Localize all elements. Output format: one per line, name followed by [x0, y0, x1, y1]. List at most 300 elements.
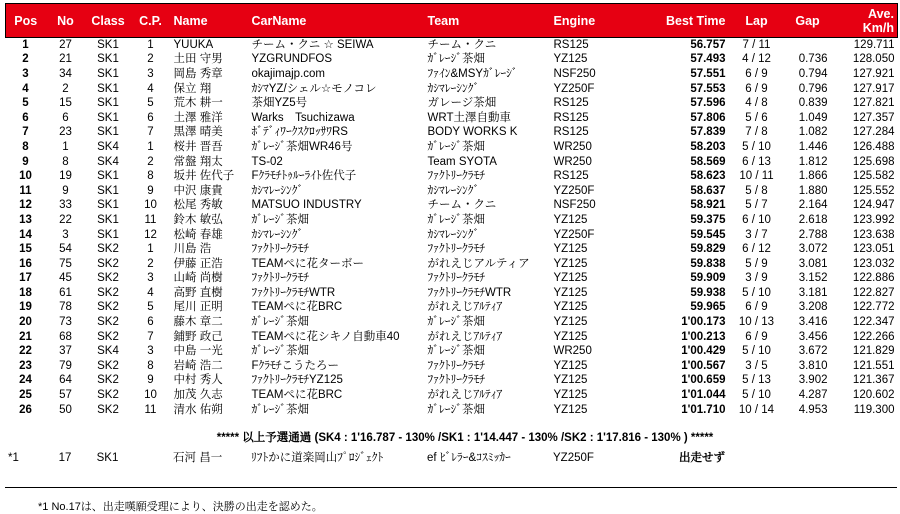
cell-team: ｶｼﾏﾚｰｼﾝｸﾞ	[427, 228, 480, 241]
cell-ave: 128.050	[852, 53, 895, 66]
table-row	[6, 169, 898, 184]
table-row	[6, 373, 898, 388]
cell-name: 土澤 雅洋	[173, 111, 223, 124]
cell-ave: 123.992	[852, 213, 895, 226]
cell-cp: 9	[147, 184, 154, 197]
cell-class: SK2	[97, 272, 119, 285]
cell-no: 2	[62, 82, 69, 95]
cell-car: ｶｼﾏﾚｰｼﾝｸﾞ	[251, 228, 304, 241]
table-row	[6, 140, 898, 155]
cell-name: 黒澤 晴美	[173, 126, 223, 139]
cell-team: がれえじｱﾙﾃｨｱ	[427, 330, 503, 343]
cell-best: 1'00.429	[681, 345, 726, 358]
cell-best: 57.839	[690, 126, 726, 139]
cell-gap: 0.796	[798, 82, 828, 95]
cell-pos: 22	[19, 345, 32, 358]
cell-ave: 123.032	[852, 257, 895, 270]
cell-ave: 122.347	[852, 316, 895, 329]
cell-car: ﾌｧｸﾄﾘｰｸﾗﾓﾁ	[251, 272, 309, 285]
cell-name: 鈴木 敏弘	[173, 213, 223, 226]
cell-engine: YZ250F	[553, 184, 595, 197]
cell-class: SK2	[97, 374, 119, 387]
cell-gap: 1.049	[798, 111, 828, 124]
cell-gap: 3.181	[798, 286, 828, 299]
cell-class: SK1	[97, 97, 119, 110]
cell-engine: NSF250	[553, 67, 596, 80]
cell-ave: 127.821	[852, 97, 895, 110]
cell-engine: YZ125	[553, 301, 588, 314]
cell-car: TS-02	[251, 155, 283, 168]
cell-cp: 10	[144, 199, 157, 212]
cell-class: SK1	[97, 213, 119, 226]
cell-team: ｶﾞﾚｰｼﾞ茶畑	[427, 53, 485, 66]
cell-car: ﾌｧｸﾄﾘｰｸﾗﾓﾁWTR	[251, 286, 336, 299]
cell-team: ｶｼﾏﾚｰｼﾝｸﾞ	[427, 82, 480, 95]
cell-cp: 1	[147, 39, 154, 52]
cell-lap: 5 / 13	[742, 374, 771, 387]
cell-engine: YZ250F	[553, 451, 594, 464]
cell-engine: YZ125	[553, 359, 588, 372]
non-starter-row	[5, 450, 897, 465]
cell-car: TEAMぺに花シキノ自動車40	[251, 330, 400, 343]
cell-name: 岡島 秀章	[173, 67, 223, 80]
cell-engine: RS125	[553, 97, 589, 110]
cell-lap: 10 / 13	[738, 316, 775, 329]
cell-gap: 2.788	[798, 228, 828, 241]
table-row	[6, 38, 898, 53]
cell-no: 45	[59, 272, 72, 285]
cell-car: ﾌｧｸﾄﾘｰｸﾗﾓﾁYZ125	[251, 374, 343, 387]
cell-ave: 122.827	[852, 286, 895, 299]
cell-car: YZGRUNDFOS	[251, 53, 332, 66]
cell-no: 75	[59, 257, 72, 270]
cell-lap: 5 / 9	[745, 257, 768, 270]
cell-ave: 127.284	[852, 126, 895, 139]
cell-best: 57.806	[690, 111, 726, 124]
cell-lap: 10 / 14	[738, 403, 775, 416]
cell-lap	[728, 450, 784, 465]
cell-ave: 127.357	[852, 111, 895, 124]
cell-no: 27	[59, 39, 72, 52]
cell-car: ｶｼﾏYZ/シェル☆モノコレ	[251, 82, 377, 95]
cell-engine: RS125	[553, 39, 589, 52]
cell-lap: 4 / 8	[745, 97, 768, 110]
cell-pos: 4	[22, 82, 29, 95]
cell-class: SK2	[97, 359, 119, 372]
header-pos: Pos	[6, 4, 46, 38]
cell-pos: 18	[19, 286, 32, 299]
cell-no: 79	[59, 359, 72, 372]
header-ave-label: Ave.	[868, 6, 894, 21]
table-row	[6, 359, 898, 374]
cell-lap: 5 / 7	[745, 199, 768, 212]
cell-class: SK4	[97, 345, 119, 358]
results-table	[5, 3, 898, 417]
cell-gap: 1.866	[798, 170, 828, 183]
cell-cp: 12	[144, 228, 157, 241]
cell-lap: 7 / 8	[745, 126, 768, 139]
cell-name: 尾川 正明	[173, 301, 223, 314]
cell-no: 8	[62, 155, 69, 168]
cell-best: 1'00.659	[681, 374, 726, 387]
cell-gap: 2.618	[798, 213, 828, 226]
cell-class: SK2	[97, 257, 119, 270]
cell-name: 加茂 久志	[173, 389, 223, 402]
cell-engine: YZ125	[553, 389, 588, 402]
cell-class: SK1	[96, 451, 119, 464]
header-cp: C.P.	[131, 4, 171, 38]
cell-ave: 125.698	[852, 155, 895, 168]
cell-engine: YZ250F	[553, 228, 595, 241]
cell-no: 6	[62, 111, 69, 124]
header-team: Team	[425, 4, 551, 38]
cell-best: 58.921	[690, 199, 726, 212]
cell-pos: *1	[8, 451, 19, 464]
cell-cp: 3	[147, 272, 154, 285]
cell-name: 中村 秀人	[173, 374, 223, 387]
cell-engine: YZ125	[553, 316, 588, 329]
cell-best: 1'00.213	[681, 330, 726, 343]
cell-pos: 1	[22, 39, 29, 52]
cell-name: YUUKA	[173, 39, 214, 52]
cell-pos: 13	[19, 213, 32, 226]
cell-lap: 7 / 11	[742, 39, 771, 52]
cell-class: SK1	[97, 39, 119, 52]
cell-team: ﾌｧｸﾄﾘｰｸﾗﾓﾁWTR	[427, 286, 512, 299]
cell-best: 59.375	[690, 213, 726, 226]
cell-team: がれえじアルティア	[427, 257, 530, 270]
cell-cp: 9	[147, 374, 154, 387]
cell-cp: 4	[147, 286, 154, 299]
cell-ave	[830, 450, 897, 465]
cell-car: Fｸﾗﾓﾁこうたろー	[251, 359, 340, 372]
cell-ave: 122.886	[852, 272, 895, 285]
cell-car: okajimajp.com	[251, 67, 325, 80]
cell-lap: 5 / 10	[742, 140, 771, 153]
cell-team: ｶﾞﾚｰｼﾞ茶畑	[427, 316, 485, 329]
cell-gap: 2.164	[798, 199, 828, 212]
cell-class: SK1	[97, 199, 119, 212]
cell-engine: YZ125	[553, 272, 588, 285]
cell-name: 岩崎 浩二	[173, 359, 223, 372]
cell-cp: 2	[147, 257, 154, 270]
qualifying-note: ***** 以上予選通過 (SK4 : 1'16.787 - 130% /SK1 : 1'14.447 - 130% /SK2 : 1'17.816 - 130% ) *****	[216, 432, 714, 444]
cell-ave: 127.917	[852, 82, 895, 95]
cell-no: 37	[59, 345, 72, 358]
cell-class: SK1	[97, 228, 119, 241]
cell-team: ﾌｧｲﾝ&MSYｶﾞﾚｰｼﾞ	[427, 67, 518, 80]
cell-team: BODY WORKS K	[427, 126, 518, 139]
cell-gap: 1.880	[798, 184, 828, 197]
header-gap: Gap	[785, 4, 831, 38]
cell-engine: YZ125	[553, 213, 588, 226]
cell-no: 23	[59, 126, 72, 139]
cell-gap: 0.794	[798, 67, 828, 80]
cell-pos: 12	[19, 199, 32, 212]
cell-name: 桜井 晋吾	[173, 140, 223, 153]
cell-gap: 3.072	[798, 243, 828, 256]
cell-no: 22	[59, 213, 72, 226]
table-row	[6, 300, 898, 315]
cell-gap	[785, 38, 831, 53]
cell-engine: YZ125	[553, 403, 588, 416]
cell-lap: 6 / 12	[742, 243, 771, 256]
cell-ave: 121.829	[852, 345, 895, 358]
table-row	[6, 388, 898, 403]
cell-best: 58.637	[690, 184, 726, 197]
cell-cp: 3	[147, 345, 154, 358]
cell-car: Warks Tsuchizawa	[251, 111, 355, 124]
cell-gap: 3.081	[798, 257, 828, 270]
cell-car: ﾎﾞﾃﾞｨﾜｰｸｽｸﾛｯｻﾜRS	[251, 126, 348, 139]
cell-name: 鋪野 政己	[173, 330, 223, 343]
cell-lap: 3 / 9	[745, 272, 768, 285]
cell-team: チーム・クニ	[427, 199, 497, 212]
cell-class: SK1	[97, 184, 119, 197]
cell-engine: YZ125	[553, 374, 588, 387]
header-class: Class	[86, 4, 131, 38]
table-row	[6, 286, 898, 301]
cell-pos: 16	[19, 257, 32, 270]
cell-lap: 6 / 13	[742, 155, 771, 168]
cell-lap: 6 / 9	[745, 301, 768, 314]
cell-gap: 1.812	[798, 155, 828, 168]
cell-team: ﾌｧｸﾄﾘｰｸﾗﾓﾁ	[427, 243, 485, 256]
cell-class: SK1	[97, 82, 119, 95]
cell-class: SK2	[97, 316, 119, 329]
cell-no: 57	[59, 389, 72, 402]
cell-no: 54	[59, 243, 72, 256]
header-best-time: Best Time	[625, 4, 729, 38]
cell-ave: 126.488	[852, 140, 895, 153]
cell-team: ｶﾞﾚｰｼﾞ茶畑	[427, 213, 485, 226]
cell-no: 68	[59, 330, 72, 343]
cell-lap: 6 / 10	[742, 213, 771, 226]
table-row	[6, 67, 898, 82]
cell-pos: 26	[19, 403, 32, 416]
cell-gap: 1.446	[798, 140, 828, 153]
cell-team: WRT土澤自動車	[427, 111, 511, 124]
cell-no: 15	[59, 97, 72, 110]
table-row	[6, 110, 898, 125]
cell-engine: YZ125	[553, 257, 588, 270]
cell-best: 59.829	[690, 243, 726, 256]
cell-lap: 6 / 9	[745, 82, 768, 95]
cell-pos: 15	[19, 243, 32, 256]
cell-best: 56.757	[690, 39, 726, 52]
cell-car: TEAMぺに花BRC	[251, 301, 343, 314]
cell-class: SK2	[97, 403, 119, 416]
cell-car: ﾘﾌﾄかに道楽岡山ﾌﾟﾛｼﾞｪｸﾄ	[251, 451, 384, 464]
cell-name: 松崎 春雄	[173, 228, 223, 241]
cell-lap: 10 / 11	[739, 170, 774, 183]
cell-best: 59.938	[690, 286, 726, 299]
cell-ave: 127.921	[852, 67, 895, 80]
cell-gap: 0.839	[798, 97, 828, 110]
cell-pos: 10	[19, 170, 32, 183]
cell-best: 59.965	[690, 301, 726, 314]
footnote-divider	[5, 487, 897, 488]
cell-team: ｶﾞﾚｰｼﾞ茶畑	[427, 403, 485, 416]
cell-class: SK1	[97, 170, 119, 183]
cell-pos: 9	[22, 155, 29, 168]
cell-engine: YZ125	[553, 286, 588, 299]
cell-car: ｶﾞﾚｰｼﾞ茶畑	[251, 403, 309, 416]
cell-pos: 19	[19, 301, 32, 314]
cell-gap: 3.456	[798, 330, 828, 343]
cell-pos: 17	[19, 272, 32, 285]
cell-team: ﾌｧｸﾄﾘｰｸﾗﾓﾁ	[427, 359, 485, 372]
cell-name: 中沢 康貴	[173, 184, 223, 197]
cell-pos: 7	[22, 126, 29, 139]
cell-class: SK1	[97, 53, 119, 66]
cell-class: SK2	[97, 389, 119, 402]
cell-gap	[784, 450, 830, 465]
results-body	[6, 38, 898, 417]
cell-team: ﾌｧｸﾄﾘｰｸﾗﾓﾁ	[427, 170, 485, 183]
cell-car: TEAMぺに花BRC	[251, 389, 343, 402]
table-row	[6, 315, 898, 330]
cell-best: 1'01.710	[681, 403, 726, 416]
cell-gap: 3.208	[798, 301, 828, 314]
cell-best: 59.838	[690, 257, 726, 270]
cell-gap: 4.287	[798, 389, 828, 402]
cell-ave: 121.551	[852, 359, 895, 372]
table-row	[6, 213, 898, 228]
table-row	[6, 256, 898, 271]
cell-best: 58.623	[690, 170, 726, 183]
cell-ave: 125.582	[852, 170, 895, 183]
cell-gap: 3.416	[798, 316, 828, 329]
cell-name: 伊藤 正浩	[173, 257, 223, 270]
table-row	[6, 198, 898, 213]
cell-car: ｶﾞﾚｰｼﾞ茶畑WR46号	[251, 140, 353, 153]
cell-engine: RS125	[553, 170, 589, 183]
cell-cp: 5	[147, 97, 154, 110]
cell-team: がれえじｱﾙﾃｨｱ	[427, 301, 503, 314]
cell-no: 78	[59, 301, 72, 314]
cell-ave: 122.772	[852, 301, 895, 314]
cell-lap: 5 / 10	[742, 389, 771, 402]
table-row	[6, 402, 898, 417]
cell-pos: 2	[22, 53, 29, 66]
cell-name: 石河 昌一	[173, 451, 223, 464]
cell-engine: WR250	[553, 140, 592, 153]
cell-no: 64	[59, 374, 72, 387]
cell-ave: 122.266	[852, 330, 895, 343]
footnote: *1 No.17は、出走嘆願受理により、決勝の出走を認めた。	[38, 501, 323, 513]
cell-lap: 5 / 10	[742, 286, 771, 299]
cell-ave: 121.367	[852, 374, 895, 387]
cell-best: 出走せず	[679, 451, 725, 464]
cell-pos: 21	[19, 330, 32, 343]
cell-no: 21	[59, 53, 72, 66]
non-starter-table	[5, 450, 897, 465]
cell-ave: 125.552	[852, 184, 895, 197]
table-row	[6, 52, 898, 67]
cell-name: 清水 佑朔	[173, 403, 223, 416]
cell-cp: 8	[147, 359, 154, 372]
cell-best: 58.569	[690, 155, 726, 168]
cell-best: 1'00.567	[681, 359, 726, 372]
cell-cp: 8	[147, 170, 154, 183]
cell-lap: 5 / 10	[742, 345, 771, 358]
cell-class: SK2	[97, 301, 119, 314]
cell-lap: 3 / 5	[745, 359, 768, 372]
cell-lap: 3 / 7	[745, 228, 768, 241]
cell-class: SK2	[97, 286, 119, 299]
cell-best: 57.596	[690, 97, 726, 110]
cell-name: 常盤 翔太	[173, 155, 223, 168]
cell-pos: 23	[19, 359, 32, 372]
cell-cp: 6	[147, 316, 154, 329]
cell-no: 61	[59, 286, 72, 299]
header-no: No	[46, 4, 86, 38]
cell-no: 50	[59, 403, 72, 416]
cell-ave: 123.638	[852, 228, 895, 241]
cell-pos: 5	[22, 97, 29, 110]
cell-cp: 1	[147, 140, 154, 153]
cell-engine: YZ125	[553, 243, 588, 256]
cell-class: SK1	[97, 111, 119, 124]
cell-lap: 4 / 12	[742, 53, 771, 66]
table-row	[6, 344, 898, 359]
cell-no: 73	[59, 316, 72, 329]
cell-cp: 3	[147, 67, 154, 80]
cell-engine: WR250	[553, 345, 592, 358]
cell-best: 1'00.173	[681, 316, 726, 329]
cell-car: ｶﾞﾚｰｼﾞ茶畑	[251, 213, 309, 226]
cell-name: 藤木 章二	[173, 316, 223, 329]
cell-no: 9	[62, 184, 69, 197]
cell-class: SK4	[97, 155, 119, 168]
cell-car: ｶﾞﾚｰｼﾞ茶畑	[251, 345, 309, 358]
cell-name: 荒木 耕一	[173, 97, 223, 110]
cell-team: ｶﾞﾚｰｼﾞ茶畑	[427, 345, 485, 358]
cell-car: ｶﾞﾚｰｼﾞ茶畑	[251, 316, 309, 329]
cell-team: ｶｼﾏﾚｰｼﾝｸﾞ	[427, 184, 480, 197]
cell-name: 土田 守男	[173, 53, 223, 66]
cell-cp: 4	[147, 82, 154, 95]
cell-car: チーム・クニ ☆ SEIWA	[251, 39, 374, 52]
cell-lap: 5 / 8	[745, 184, 768, 197]
table-row	[6, 183, 898, 198]
cell-team: ｶﾞﾚｰｼﾞ茶畑	[427, 140, 485, 153]
cell-class: SK1	[97, 126, 119, 139]
cell-pos: 11	[19, 184, 32, 197]
table-row	[6, 81, 898, 96]
table-row	[6, 96, 898, 111]
cell-class: SK1	[97, 67, 119, 80]
cell-lap: 5 / 6	[745, 111, 768, 124]
cell-best: 57.551	[690, 67, 726, 80]
cell-lap: 6 / 9	[745, 67, 768, 80]
header-row	[6, 4, 898, 38]
header-kmh-label: Km/h	[862, 20, 894, 35]
cell-cp: 2	[147, 155, 154, 168]
cell-gap: 0.736	[798, 53, 828, 66]
cell-cp: 11	[144, 213, 157, 226]
cell-best: 58.203	[690, 140, 726, 153]
cell-team: ﾌｧｸﾄﾘｰｸﾗﾓﾁ	[427, 272, 485, 285]
cell-best: 59.909	[690, 272, 726, 285]
table-row	[6, 242, 898, 257]
cell-no: 34	[59, 67, 72, 80]
cell-name: 保立 翔	[173, 82, 212, 95]
cell-name: 松尾 秀敏	[173, 199, 223, 212]
cell-best: 1'01.044	[681, 389, 726, 402]
header-lap: Lap	[729, 4, 785, 38]
